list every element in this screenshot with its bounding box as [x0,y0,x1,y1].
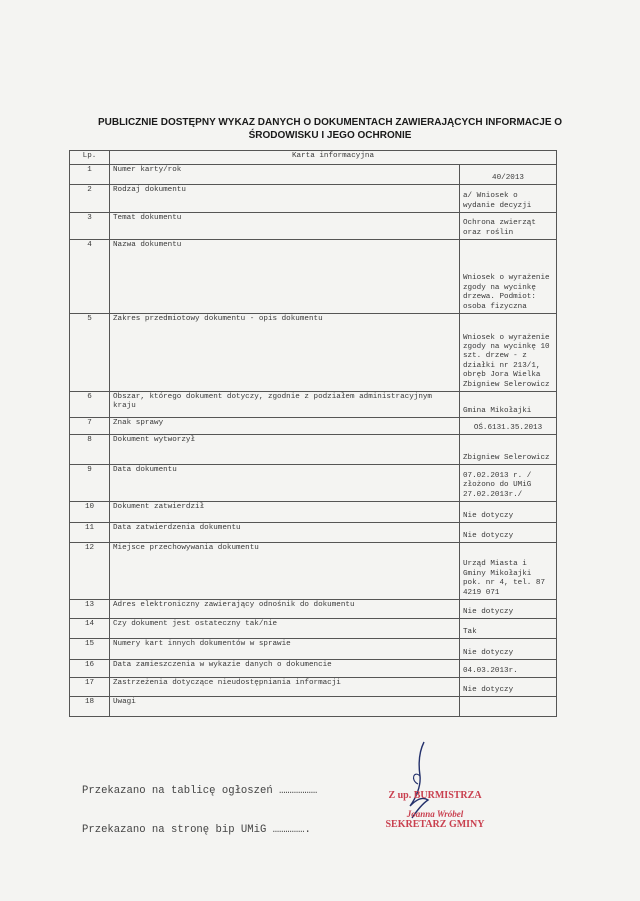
row-number: 3 [70,213,110,240]
row-label: Dokument wytworzył [110,435,460,465]
stamp-line-3: SEKRETARZ GMINY [385,819,485,830]
official-stamp [360,790,510,830]
row-number: 11 [70,523,110,543]
table-row [70,523,557,543]
row-label: Czy dokument jest ostateczny tak/nie [110,619,460,639]
header-lp: Lp. [70,151,110,165]
row-number: 10 [70,502,110,523]
row-number: 6 [70,392,110,418]
row-value: Nie dotyczy [460,523,557,543]
row-number: 16 [70,660,110,678]
table-row [70,600,557,619]
row-value: OŚ.6131.35.2013 [460,418,557,435]
table-row [70,465,557,502]
table-row [70,392,557,418]
row-label: Adres elektroniczny zawierający odnośnik do dokumentu [110,600,460,619]
row-value: Nie dotyczy [460,678,557,697]
row-label: Nazwa dokumentu [110,240,460,314]
table-row [70,502,557,523]
row-value: Nie dotyczy [460,639,557,660]
row-number: 8 [70,435,110,465]
row-label: Miejsce przechowywania dokumentu [110,543,460,600]
table-row [70,660,557,678]
row-number: 15 [70,639,110,660]
row-label: Data dokumentu [110,465,460,502]
row-value: Gmina Mikołajki [460,392,557,418]
stamp-line-2: Joanna Wróbel [406,809,464,819]
row-value: Wniosek o wyrażenie zgody na wycinkę 10 szt. drzew - z działki nr 213/1, obręb Jora Wielka Zbigniew Selerowicz [460,314,557,392]
row-value: a/ Wniosek o wydanie decyzji [460,185,557,213]
table-row [70,185,557,213]
row-value: Zbigniew Selerowicz [460,435,557,465]
row-number: 2 [70,185,110,213]
title-line-1: PUBLICZNIE DOSTĘPNY WYKAZ DANYCH O DOKUMENTACH ZAWIERAJĄCYCH INFORMACJE O [97,117,563,128]
row-number: 1 [70,165,110,185]
transfer-bip: Przekazano na stronę bip UMiG ……………. [82,824,311,836]
table-row [70,240,557,314]
row-number: 17 [70,678,110,697]
row-value: Ochrona zwierząt oraz roślin [460,213,557,240]
table-row [70,697,557,717]
row-value: 07.02.2013 r. / złożono do UMiG 27.02.2013r./ [460,465,557,502]
row-value: Tak [460,619,557,639]
row-number: 18 [70,697,110,717]
row-label: Zastrzeżenia dotyczące nieudostępniania informacji [110,678,460,697]
table-row [70,543,557,600]
table-row [70,639,557,660]
title-line-2: ŚRODOWISKU I JEGO OCHRONIE [248,130,412,141]
row-value: 40/2013 [460,165,557,185]
row-value: 04.03.2013r. [460,660,557,678]
information-card-table [69,150,557,717]
row-number: 7 [70,418,110,435]
row-label: Numer karty/rok [110,165,460,185]
row-label: Obszar, którego dokument dotyczy, zgodnie z podziałem administracyjnym kraju [110,392,460,418]
row-number: 5 [70,314,110,392]
table-header-row [70,151,557,165]
document-title [60,116,600,142]
table-row [70,619,557,639]
transfer-notes [82,759,317,863]
row-value: Nie dotyczy [460,502,557,523]
row-label: Numery kart innych dokumentów w sprawie [110,639,460,660]
table-row [70,418,557,435]
row-label: Temat dokumentu [110,213,460,240]
table-row [70,678,557,697]
table-row [70,314,557,392]
table-row [70,435,557,465]
row-label: Uwagi [110,697,460,717]
table-row [70,213,557,240]
row-value: Urząd Miasta i Gminy Mikołajki pok. nr 4, tel. 87 4219 071 [460,543,557,600]
row-label: Rodzaj dokumentu [110,185,460,213]
transfer-notice-board: Przekazano na tablicę ogłoszeń ……………… [82,785,318,797]
row-label: Znak sprawy [110,418,460,435]
row-number: 12 [70,543,110,600]
row-value: Wniosek o wyrażenie zgody na wycinkę drzewa. Podmiot: osoba fizyczna [460,240,557,314]
row-label: Data zatwierdzenia dokumentu [110,523,460,543]
row-number: 4 [70,240,110,314]
stamp-line-1: Z up. BURMISTRZA [388,790,482,801]
row-number: 9 [70,465,110,502]
header-karta-informacyjna: Karta informacyjna [110,151,557,165]
row-number: 13 [70,600,110,619]
row-value [460,697,557,717]
row-value: Nie dotyczy [460,600,557,619]
row-label: Data zamieszczenia w wykazie danych o dokumencie [110,660,460,678]
table-row [70,165,557,185]
row-label: Zakres przedmiotowy dokumentu - opis dokumentu [110,314,460,392]
row-label: Dokument zatwierdził [110,502,460,523]
row-number: 14 [70,619,110,639]
